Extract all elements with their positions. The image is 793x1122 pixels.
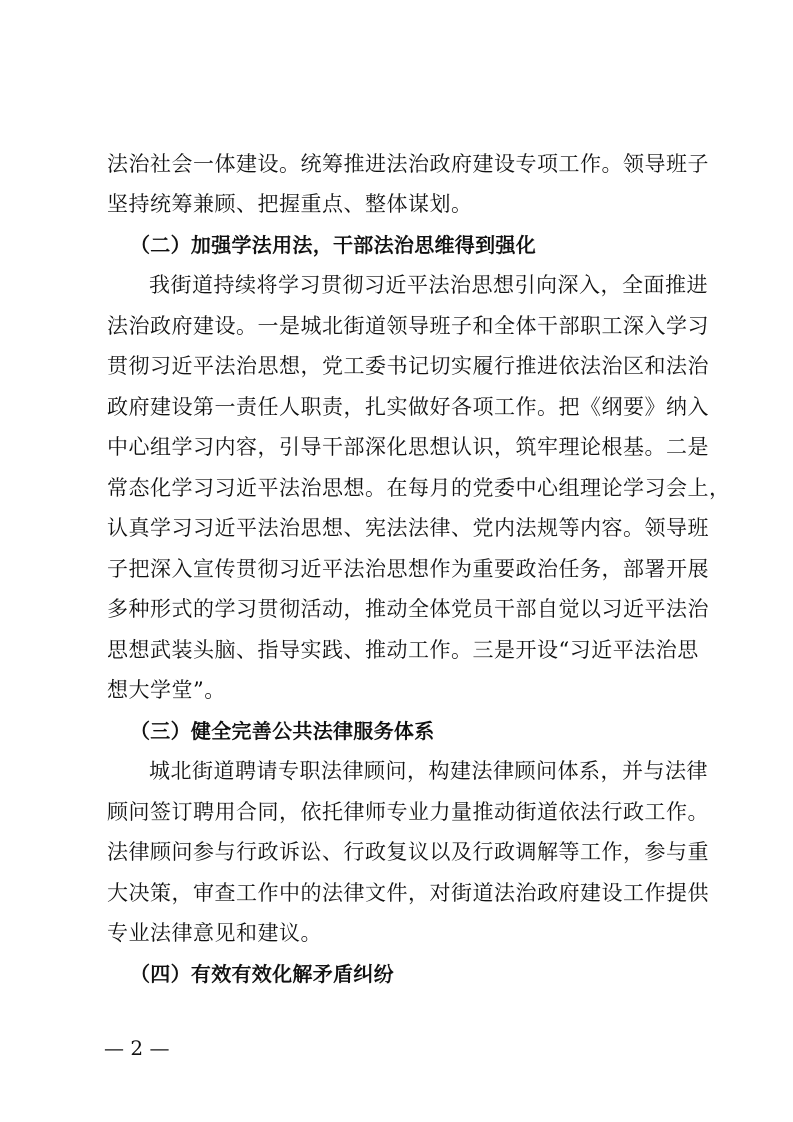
body-line: 常态化学习习近平法治思想。在每月的党委中心组理论学习会上， [107,476,731,500]
body-line: 思想武装头脑、指导实践、推动工作。三是开设“习近平法治思 [107,638,699,662]
body-line: 子把深入宣传贯彻习近平法治思想作为重要政治任务，部署开展 [107,557,709,581]
body-line: 想大学堂”。 [107,678,226,702]
body-line: 法治政府建设。一是城北街道领导班子和全体干部职工深入学习 [107,314,709,338]
section-heading: （二）加强学法用法，干部法治思维得到强化 [130,233,536,257]
section-heading: （四）有效有效化解矛盾纠纷 [130,962,394,986]
body-line: 法治社会一体建设。统筹推进法治政府建设专项工作。领导班子 [107,152,709,176]
body-line: 大决策，审查工作中的法律文件，对街道法治政府建设工作提供 [107,881,709,905]
body-line: 多种形式的学习贯彻活动，推动全体党员干部自觉以习近平法治 [107,597,709,621]
body-line: 中心组学习内容，引导干部深化思想认识，筑牢理论根基。二是 [107,435,709,459]
body-line: 贯彻习近平法治思想，党工委书记切实履行推进依法治区和法治 [107,354,709,378]
body-line: 城北街道聘请专职法律顾问，构建法律顾问体系，并与法律 [149,759,708,783]
page-number: — 2 — [104,1036,170,1060]
body-line: 政府建设第一责任人职责，扎实做好各项工作。把《纲要》纳入 [107,395,709,419]
body-line: 我街道持续将学习贯彻习近平法治思想引向深入，全面推进 [149,273,708,297]
body-line: 法律顾问参与行政诉讼、行政复议以及行政调解等工作，参与重 [107,840,709,864]
section-heading: （三）健全完善公共法律服务体系 [130,719,435,743]
body-line: 专业法律意见和建议。 [107,921,322,945]
body-line: 认真学习习近平法治思想、宪法法律、党内法规等内容。领导班 [107,516,709,540]
body-line: 顾问签订聘用合同，依托律师专业力量推动街道依法行政工作。 [107,800,709,824]
body-line: 坚持统筹兼顾、把握重点、整体谋划。 [107,192,473,216]
